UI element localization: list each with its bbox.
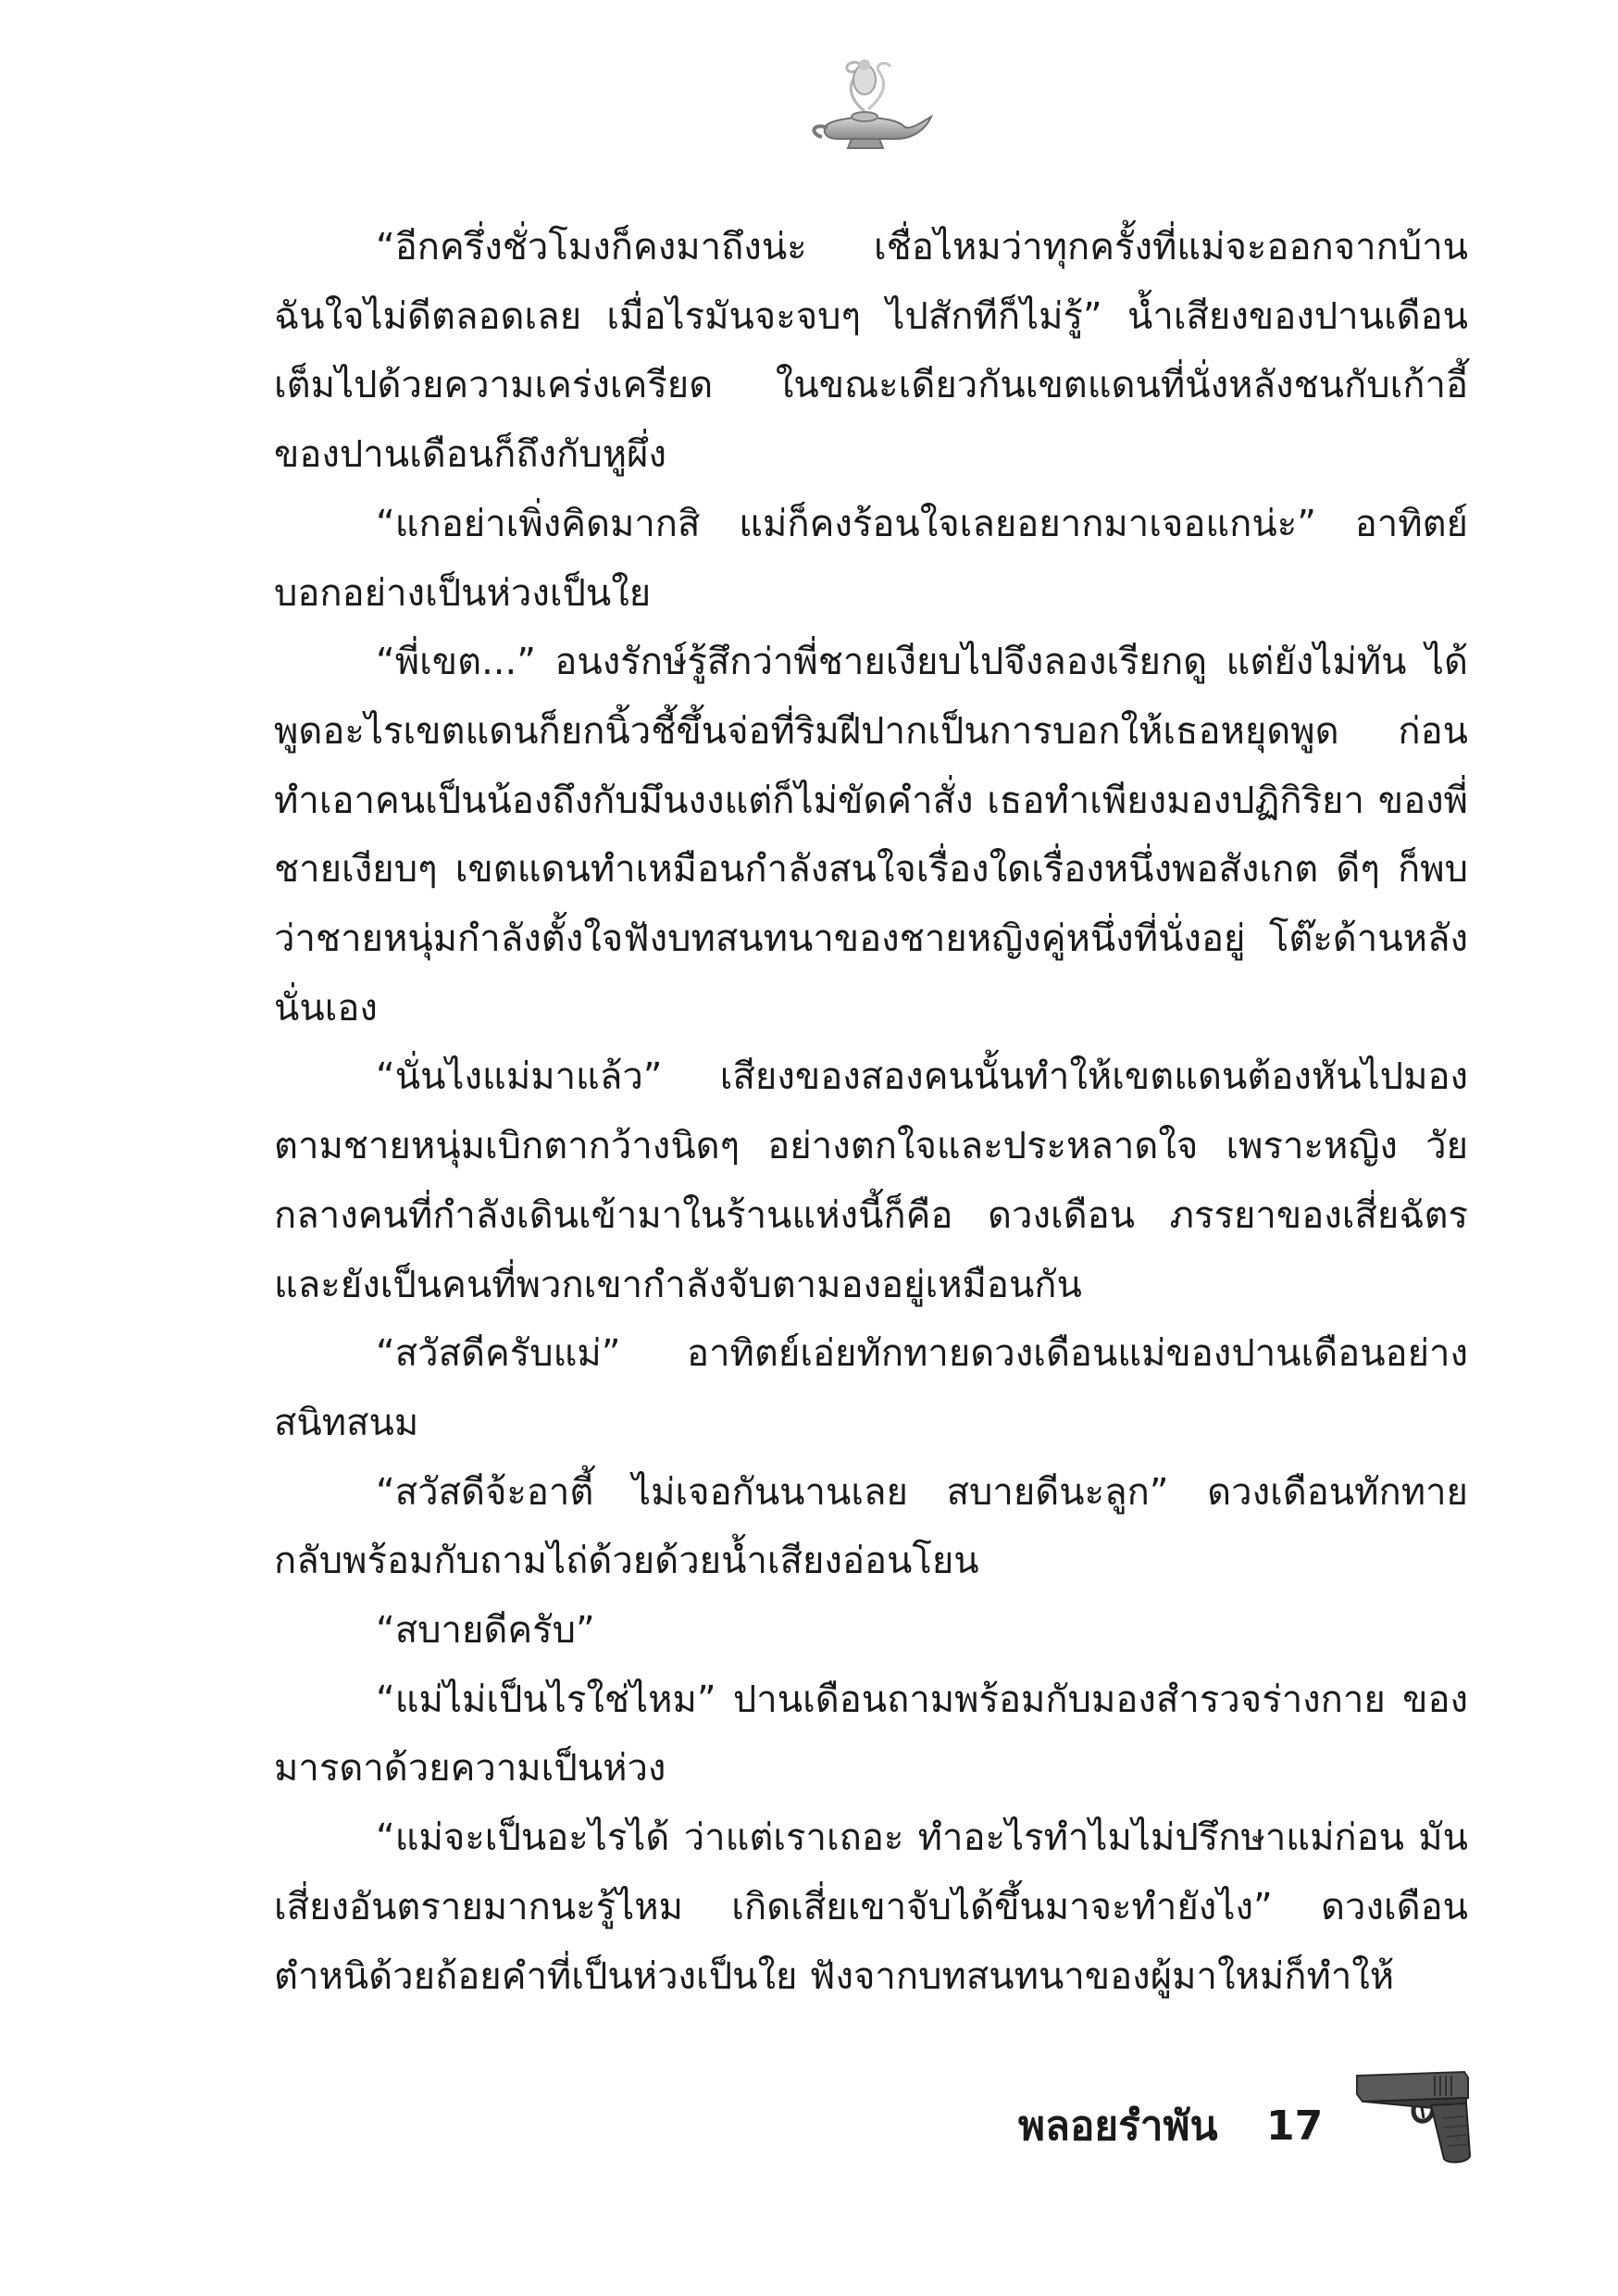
paragraph: “อีกครึ่งชั่วโมงก็คงมาถึงน่ะ เชื่อไหมว่าทุกครั้งที่แม่จะออกจากบ้าน ฉันใจไม่ดีตลอดเลย เมื่อไรมันจะจบๆ ไปสักทีก็ไม่รู้” น้ำเสียงของปานเดือน เต็มไปด้วยความเคร่งเครียด ในขณะเดียวกันเขตแดนที่นั่งหลังชนกับเก้าอี้ ของปานเดือนก็ถึงกับหูผึ่ง: [274, 226, 1468, 477]
paragraph: “พี่เขต...” อนงรักษ์รู้สึกว่าพี่ชายเงียบไปจึงลองเรียกดู แต่ยังไม่ทัน ได้พูดอะไรเขตแดนก็ยกนิ้วชี้ขึ้นจ่อที่ริมฝีปากเป็นการบอกให้เธอหยุดพูด ก่อนทำเอาคนเป็นน้องถึงกับมึนงงแต่ก็ไม่ขัดคำสั่ง เธอทำเพียงมองปฏิกิริยา ของพี่ชายเงียบๆ เขตแดนทำเหมือนกำลังสนใจเรื่องใดเรื่องหนึ่งพอสังเกต ดีๆ ก็พบว่าชายหนุ่มกำลังตั้งใจฟังบทสนทนาของชายหญิงคู่หนึ่งที่นั่งอยู่ โต๊ะด้านหลังนั่นเอง: [274, 641, 1468, 1029]
paragraph: “แม่จะเป็นอะไรได้ ว่าแต่เราเถอะ ทำอะไรทำไมไม่ปรึกษาแม่ก่อน มันเสี่ยงอันตรายมากนะรู้ไหม เกิดเสี่ยเขาจับได้ขึ้นมาจะทำยังไง” ดวงเดือน ตำหนิด้วยถ้อยคำที่เป็นห่วงเป็นใย ฟังจากบทสนทนาของผู้มาใหม่ก็ทำให้: [274, 1816, 1468, 1998]
page-number: 17: [1266, 2103, 1324, 2150]
genie-lamp-icon: [800, 54, 939, 156]
pistol-icon: [1353, 2066, 1474, 2168]
paragraph: “สบายดีครับ”: [376, 1609, 595, 1653]
paragraph: “แม่ไม่เป็นไรใช่ไหม” ปานเดือนถามพร้อมกับมองสำรวจร่างกาย ของมารดาด้วยความเป็นห่วง: [274, 1678, 1468, 1791]
body-text: [274, 213, 1468, 2011]
book-title: พลอยรำพัน: [1018, 2103, 1218, 2150]
paragraph: “แกอย่าเพิ่งคิดมากสิ แม่ก็คงร้อนใจเลยอยากมาเจอแกน่ะ” อาทิตย์ บอกอย่างเป็นห่วงเป็นใย: [274, 502, 1468, 615]
paragraph: “สวัสดีครับแม่” อาทิตย์เอ่ยทักทายดวงเดือนแม่ของปานเดือนอย่าง สนิทสนม: [274, 1332, 1468, 1444]
paragraph: “นั่นไงแม่มาแล้ว” เสียงของสองคนนั้นทำให้เขตแดนต้องหันไปมอง ตามชายหนุ่มเบิกตากว้างนิดๆ อย่างตกใจและประหลาดใจ เพราะหญิง วัยกลางคนที่กำลังเดินเข้ามาในร้านแห่งนี้ก็คือ ดวงเดือน ภรรยาของเสี่ยฉัตร และยังเป็นคนที่พวกเขากำลังจับตามองอยู่เหมือนกัน: [274, 1055, 1468, 1306]
paragraph: “สวัสดีจ้ะอาตี้ ไม่เจอกันนานเลย สบายดีนะลูก” ดวงเดือนทักทาย กลับพร้อมกับถามไถ่ด้วยด้วยน้ำเสียงอ่อนโยน: [274, 1470, 1468, 1583]
